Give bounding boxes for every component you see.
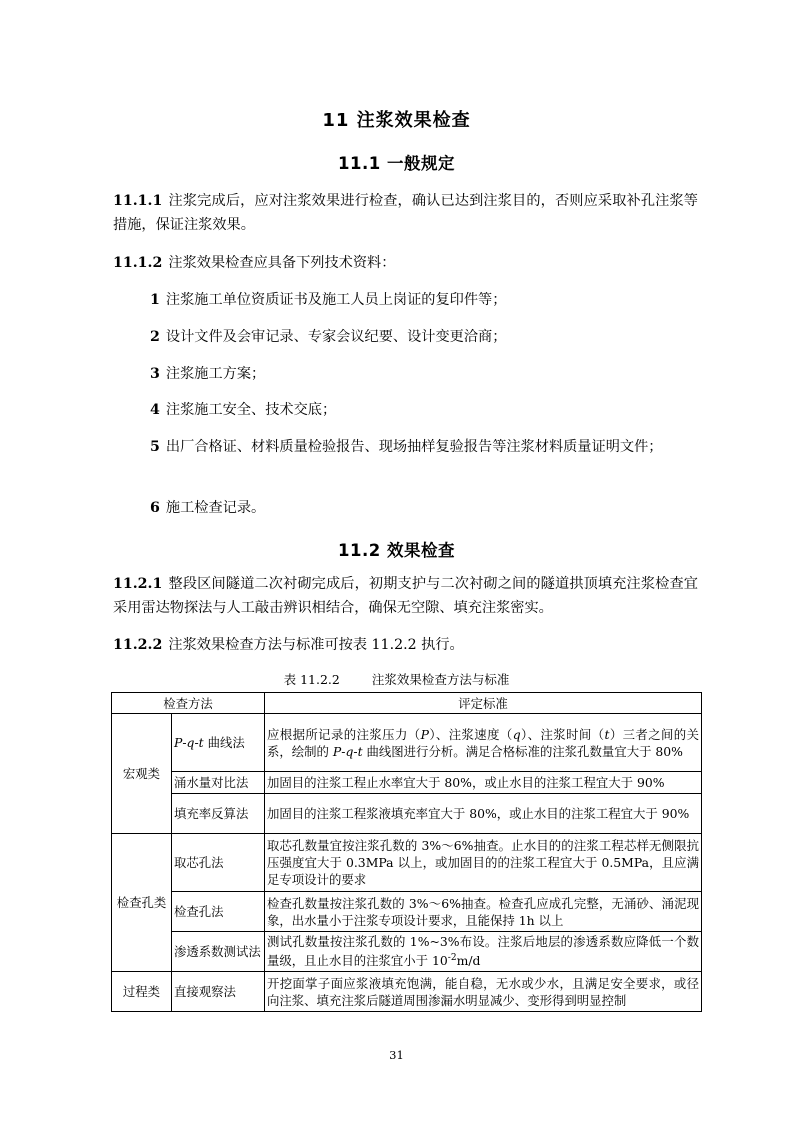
var-t: t [357, 743, 363, 759]
clause-11-2-2 [113, 633, 698, 657]
item-text: 出厂合格证、材料质量检验报告、现场抽样复验报告等注浆材料质量证明文件； [165, 439, 663, 455]
clause-11-1-1 [113, 189, 698, 237]
method-cell: 检查孔法 [172, 892, 265, 932]
method-cell: 渗透系数测试法 [172, 932, 265, 972]
item-number: 3 [150, 366, 160, 382]
list-item [113, 435, 698, 459]
header-method: 检查方法 [112, 693, 265, 714]
table-row [112, 834, 702, 892]
chapter-title: 11 注浆效果检查 [322, 110, 471, 131]
standard-cell: 加固目的注浆工程浆液填充率宜大于 80%，或止水目的注浆工程宜大于 90% [265, 794, 702, 834]
group-process: 过程类 [112, 972, 172, 1012]
table-row [112, 972, 702, 1012]
clause-number: 11.1.1 [113, 193, 163, 209]
method-cell: 直接观察法 [172, 972, 265, 1012]
method-cell: 填充率反算法 [172, 794, 265, 834]
var-p: P [174, 735, 183, 750]
std-text: 应根据所记录的注浆压力（ [267, 726, 421, 742]
std-unit: m/d [456, 953, 481, 969]
item-number: 5 [150, 439, 160, 455]
list-item [113, 496, 698, 520]
clause-11-2-1 [113, 572, 698, 620]
group-macro: 宏观类 [112, 714, 172, 834]
item-text: 设计文件及会审记录、专家会议纪要、设计变更洽商； [165, 329, 507, 345]
item-number: 2 [150, 329, 160, 345]
header-standard: 评定标准 [265, 693, 702, 714]
method-cell: P-q-t 曲线法 [172, 714, 265, 772]
list-item [113, 325, 698, 349]
std-text: ）、注浆速度（ [428, 726, 513, 742]
item-text: 施工检查记录。 [165, 500, 266, 516]
clause-text: 注浆效果检查应具备下列技术资料： [168, 255, 396, 271]
item-text: 注浆施工单位资质证书及施工人员上岗证的复印件等； [165, 292, 507, 308]
item-number: 1 [150, 292, 160, 308]
method-cell: 取芯孔法 [172, 834, 265, 892]
var-p: P [332, 743, 342, 759]
clause-11-1-2 [113, 251, 698, 275]
table-row [112, 772, 702, 794]
list-item [113, 288, 698, 312]
table-number: 表 11.2.2 [283, 672, 340, 687]
table-row [112, 892, 702, 932]
standard-cell: 加固目的注浆工程止水率宜大于 80%，或止水目的注浆工程宜大于 90% [265, 772, 702, 794]
table-row [112, 794, 702, 834]
item-number: 4 [150, 402, 160, 418]
var-q: q [512, 726, 521, 742]
section-2-title: 11.2 效果检查 [338, 541, 455, 560]
clause-text: 整段区间隧道二次衬砌完成后，初期支护与二次衬砌之间的隧道拱顶填充注浆检查宜采用雷达物探法与人工敲击辨识相结合，确保无空隙、填充注浆密实。 [113, 576, 698, 616]
table-caption [0, 670, 793, 688]
standard-cell: 应根据所记录的注浆压力（P）、注浆速度（q）、注浆时间（t）三者之间的关系，绘制的 P-q-t 曲线图进行分析。满足合格标准的注浆孔数量宜大于 80% [265, 714, 702, 772]
var-q: q [186, 735, 195, 750]
std-text: ）三者之间的关系，绘制的 [267, 726, 699, 759]
item-text: 注浆施工方案； [165, 366, 266, 382]
clause-number: 11.1.2 [113, 255, 163, 271]
var-t: t [604, 726, 610, 742]
table-title: 注浆效果检查方法与标准 [371, 672, 510, 687]
table-row [112, 932, 702, 972]
page-number: 31 [389, 1048, 404, 1062]
standard-cell: 开挖面掌子面应浆液填充饱满，能自稳，无水或少水，且满足安全要求，或径向注浆、填充注浆后隧道周围渗漏水明显减少、变形得到明显控制 [265, 972, 702, 1012]
std-text: 测试孔数量按注浆孔数的 1%~3%布设。注浆后地层的渗透系数应降低一个数量级，且止水目的注浆宜小于 10 [267, 934, 699, 969]
std-text: ）、注浆时间（ [520, 726, 605, 742]
method-suffix: 曲线法 [207, 735, 245, 750]
standard-cell: 取芯孔数量宜按注浆孔数的 3%～6%抽查。止水目的的注浆工程芯样无侧限抗压强度宜大于 0.3MPa 以上，或加固目的的注浆工程宜大于 0.5MPa，且应满足专项设计的要求 [265, 834, 702, 892]
table-header-row [112, 693, 702, 714]
exponent: -2 [447, 953, 457, 964]
list-item [113, 362, 698, 386]
standard-cell: 检查孔数量按注浆孔数的 3%～6%抽查。检查孔应成孔完整，无涌砂、涌泥现象，出水量小于注浆专项设计要求，且能保持 1h 以上 [265, 892, 702, 932]
table-row [112, 714, 702, 772]
item-text: 注浆施工安全、技术交底； [165, 402, 337, 418]
var-p: P [420, 726, 429, 742]
var-q: q [345, 743, 354, 759]
grouting-inspection-table [111, 692, 702, 1012]
clause-number: 11.2.2 [113, 637, 163, 653]
std-text: 曲线图进行分析。满足合格标准的注浆孔数量宜大于 80% [362, 743, 683, 759]
list-item [113, 398, 698, 422]
standard-cell [265, 932, 702, 972]
var-t: t [198, 735, 204, 750]
clause-text: 注浆效果检查方法与标准可按表 11.2.2 执行。 [168, 637, 464, 653]
item-number: 6 [150, 500, 160, 516]
method-cell: 涌水量对比法 [172, 772, 265, 794]
clause-text: 注浆完成后，应对注浆效果进行检查，确认已达到注浆目的，否则应采取补孔注浆等措施，保证注浆效果。 [113, 193, 698, 233]
group-hole: 检查孔类 [112, 834, 172, 972]
clause-number: 11.2.1 [113, 576, 163, 592]
section-1-title: 11.1 一般规定 [338, 154, 455, 173]
